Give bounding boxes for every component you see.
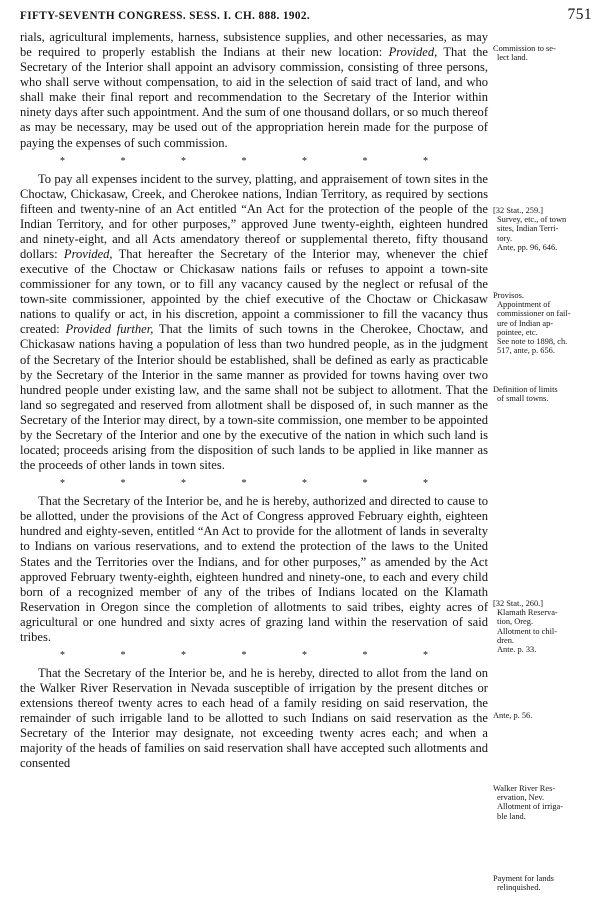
- star: *: [362, 155, 368, 167]
- margin-note-line: Ante, p. 56.: [493, 711, 533, 720]
- star: *: [60, 649, 65, 661]
- margin-note-line: tion, Oreg.: [497, 617, 534, 627]
- body-paragraph: [20, 30, 488, 151]
- star: *: [60, 478, 65, 490]
- margin-note-line: ervation, Nev.: [497, 793, 545, 803]
- paragraph-text: To pay all expenses incident to the survey, platting, and appraisement of town sites in the Choctaw, Chickasaw, Creek, and Cherokee nations, Indian Territory, as required by sections fifteen and twenty-nine of an Act entitled “An Act for the protection of the people of the Indian Territory, and for other purposes,” approved June twenty-eighth, eighteen hundred and ninety-eight, and all Acts amendatory thereof or supplemental thereto, fifty thousand dollars:: [20, 171, 488, 262]
- margin-note-line: [32 Stat., 259.]: [493, 206, 544, 215]
- body-paragraph: [20, 494, 488, 645]
- paragraph-text: That the Secretary of the Interior be, and he is hereby, directed to allot from the land on the Walker River Reservation in Nevada susceptible of irrigation by the present ditches or extensions thereof twenty acres to each head of a family residing on said reservation, the remainder of such irrigable land to be allotted to such Indians on said reservation as the Secretary of the Interior may designate, not exceeding twenty acres each; and when a majority of the heads of families on said reservation shall have accepted such allotments and consented: [20, 665, 488, 771]
- star: *: [423, 155, 428, 167]
- margin-note-line: relinquished.: [497, 883, 541, 893]
- margin-note-line: dren.: [497, 635, 514, 645]
- paragraph-text: That the limits of such towns in the Cherokee, Choctaw, and Chickasaw nations having a population of less than two hundred people, as in the judgment of the Secretary of the Interior should be established, shall be defined as early as practicable by the Secretary of the Interior in the same manner as provided for towns having over two hundred people under existing law, and the same shall not be subject to allotment. That the land so segregated and reserved from allotment shall be disposed of, in such manner as the Secretary of the Interior may direct, by a town-site commission, one member to be appointed by the Secretary of the Interior and one by the executive of the nation in which such land is located; proceeds arising from the disposition of such lands to be applied in like manner as the proceeds of other lands in town sites.: [20, 322, 488, 473]
- margin-note-line: See note to 1898, ch.: [497, 337, 568, 347]
- star: *: [181, 155, 186, 167]
- margin-note-line: sites, Indian Terri-: [497, 224, 559, 234]
- star: *: [120, 649, 126, 661]
- star: *: [241, 478, 247, 490]
- margin-note: [493, 385, 595, 403]
- star: *: [362, 649, 368, 661]
- margin-note-line: 517, ante, p. 656.: [497, 346, 555, 356]
- star: *: [241, 155, 247, 167]
- star: *: [60, 155, 65, 167]
- margin-note-line: Allotment of irriga-: [497, 802, 564, 812]
- margin-note-line: ure of Indian ap-: [497, 318, 554, 328]
- paragraph-text: That hereafter the Secretary of the Interior may, whenever the chief executive of the Choctaw or Chickasaw nations fails or refuses to appoint a town-site commissioner for any town, or to fill any vacancy caused by the neglect or refusal of the town-site commissioner, appointed by the chief executive of the Choctaw or Chickasaw nations to qualify or act, in his discretion, appoint a commissioner to fill the vacancy thus created:: [20, 247, 488, 337]
- star: *: [120, 478, 126, 490]
- margin-note: [493, 599, 595, 654]
- margin-note: [493, 206, 595, 252]
- proviso-italic: Provided,: [388, 45, 438, 60]
- omission-stars: [20, 475, 488, 492]
- paragraph-text: That the Secretary of the Interior be, and he is hereby, authorized and directed to cause to be allotted, under the provisions of the Act of Congress approved February eighth, eighteen hundred and eighty-seven, entitled “An Act to provide for the allotment of lands in severalty to Indians on various reservations, and to extend the protection of the laws to the United States and the Territories over the Indians, and for other purposes,” as amended by the Act approved February twenty-eighth, eighteen hundred and ninety-one, to each and every child born of a recognized member of any of the tribes of Indians located on the Klamath Reservation in Oregon since the completion of allotments to said tribes, eighty acres of agricultural or one hundred and sixty acres of grazing land within the reservation of said tribes.: [20, 494, 488, 644]
- star: *: [423, 478, 428, 490]
- proviso-italic: Provided further,: [65, 322, 154, 337]
- star: *: [302, 155, 307, 167]
- margin-note-line: [32 Stat., 260.]: [493, 599, 544, 608]
- margin-note: [493, 711, 595, 720]
- paragraph-text: rials, agricultural implements, harness, subsistence supplies, and other necessaries, as may be required to properly establish the Indians at their new location:: [20, 30, 488, 60]
- margin-note-line: tory.: [497, 233, 513, 243]
- margin-note-line: Allotment to chil-: [497, 626, 558, 636]
- star: *: [181, 649, 186, 661]
- body-paragraph: [20, 172, 488, 474]
- margin-note-line: lect land.: [497, 53, 528, 63]
- margin-note-line: Payment for lands: [493, 874, 554, 883]
- header-title: FIFTY-SEVENTH CONGRESS. SESS. I. CH. 888. 1902.: [20, 10, 311, 22]
- page-number: 751: [567, 6, 592, 23]
- margin-note: [493, 44, 595, 62]
- margin-note-line: ble land.: [497, 811, 526, 821]
- star: *: [302, 649, 307, 661]
- star: *: [241, 649, 247, 661]
- star: *: [423, 649, 428, 661]
- margin-note-line: Commission to se-: [493, 44, 556, 53]
- omission-stars: [20, 153, 488, 170]
- margin-note-line: of small towns.: [497, 394, 549, 404]
- margin-note: [493, 291, 595, 355]
- margin-note-line: Definition of limits: [493, 385, 558, 394]
- star: *: [302, 478, 307, 490]
- star: *: [181, 478, 186, 490]
- margin-note-line: Ante, pp. 96, 646.: [497, 242, 558, 252]
- margin-note-line: Survey, etc., of town: [497, 215, 567, 225]
- paragraph-text: That the Secretary of the Interior shall appoint an advisory commission, consisting of three persons, who shall serve without compensation, to aid in the selection of said tract of land, and who shall make their final report and recommendation to the Secretary of the Interior within ninety days after such appointment. And the sum of one thousand dollars, or so much thereof as may be necessary, may be used out of the appropriation herein made for the purpose of paying the expenses of such commission.: [20, 45, 489, 150]
- margin-note-line: Provisos.: [493, 291, 524, 300]
- margin-note-line: Ante. p. 33.: [497, 645, 537, 655]
- margin-note-line: pointee, etc.: [497, 327, 538, 337]
- proviso-italic: Provided,: [63, 247, 113, 262]
- omission-stars: [20, 647, 488, 664]
- margin-note-line: Walker River Res-: [493, 784, 556, 793]
- star: *: [120, 155, 126, 167]
- margin-note-line: Appointment of: [497, 300, 551, 310]
- margin-note: [493, 874, 595, 892]
- body-text: [20, 30, 488, 772]
- star: *: [362, 478, 368, 490]
- body-paragraph: [20, 666, 488, 772]
- margin-note-line: commissioner on fail-: [497, 309, 571, 319]
- running-header: [20, 6, 594, 26]
- margin-note: [493, 784, 595, 821]
- margin-note-line: Klamath Reserva-: [497, 608, 558, 618]
